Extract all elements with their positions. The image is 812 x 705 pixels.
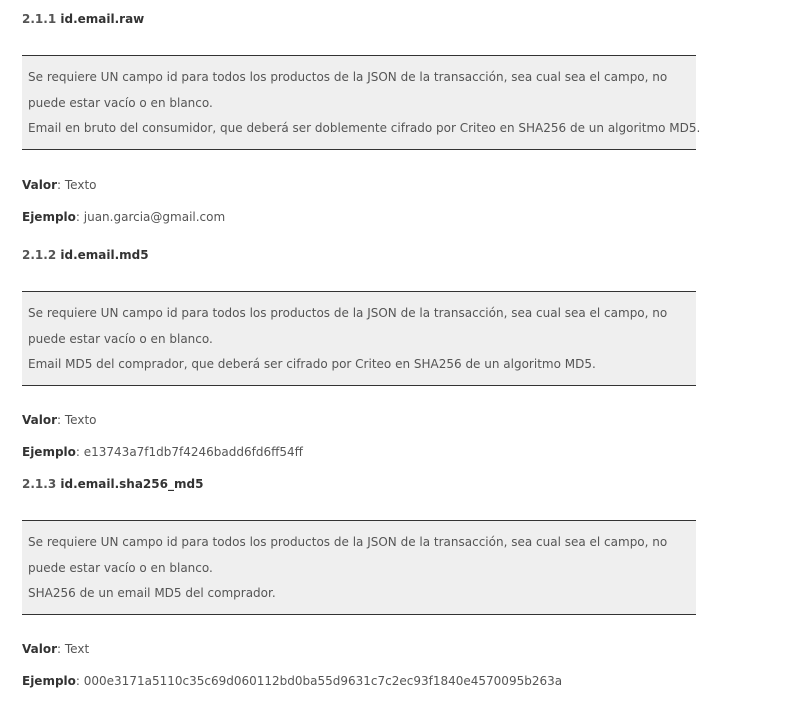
valor-field [22, 413, 96, 427]
note-line: Se requiere UN campo id para todos los productos de la JSON de la transacción, sea cual sea el campo, no [28, 535, 668, 549]
ejemplo-label: Ejemplo [22, 210, 76, 224]
section-number: 2.1.2 [22, 248, 57, 262]
section-heading [22, 12, 144, 26]
note-line: Email en bruto del consumidor, que deberá ser doblemente cifrado por Criteo en SHA256 de un algoritmo MD5. [28, 121, 701, 135]
section-heading [22, 477, 203, 491]
section-key: id.email.md5 [60, 248, 149, 262]
note-line: puede estar vacío o en blanco. [28, 331, 213, 346]
note-line: puede estar vacío o en blanco. [28, 560, 213, 575]
note-line: Se requiere UN campo id para todos los productos de la JSON de la transacción, sea cual sea el campo, no [28, 70, 668, 84]
ejemplo-field [22, 445, 303, 459]
valor-value: : Text [57, 642, 90, 656]
note-line: puede estar vacío o en blanco. [28, 95, 213, 110]
requirement-note [22, 291, 696, 386]
section-key: id.email.sha256_md5 [60, 477, 204, 491]
requirement-note [22, 520, 696, 615]
ejemplo-value: : e13743a7f1db7f4246badd6fd6ff54ff [75, 445, 303, 459]
valor-label: Valor [22, 178, 58, 192]
requirement-note [22, 55, 701, 150]
valor-label: Valor [22, 413, 58, 427]
note-line: SHA256 de un email MD5 del comprador. [28, 586, 276, 600]
ejemplo-field [22, 674, 562, 688]
section-number: 2.1.3 [22, 477, 57, 491]
valor-field [22, 642, 89, 656]
section-key: id.email.raw [60, 12, 145, 26]
ejemplo-value: : 000e3171a5110c35c69d060112bd0ba55d9631c7c2ec93f1840e4570095b263a [75, 674, 563, 688]
section-number: 2.1.1 [22, 12, 57, 26]
valor-value: : Texto [57, 413, 97, 427]
ejemplo-value: : juan.garcia@gmail.com [75, 210, 226, 224]
ejemplo-field [22, 210, 225, 224]
note-line: Email MD5 del comprador, que deberá ser cifrado por Criteo en SHA256 de un algoritmo MD5. [28, 357, 596, 371]
valor-field [22, 178, 96, 192]
valor-value: : Texto [57, 178, 97, 192]
section-heading [22, 248, 149, 262]
note-line: Se requiere UN campo id para todos los productos de la JSON de la transacción, sea cual sea el campo, no [28, 306, 668, 320]
ejemplo-label: Ejemplo [22, 445, 76, 459]
ejemplo-label: Ejemplo [22, 674, 76, 688]
valor-label: Valor [22, 642, 58, 656]
